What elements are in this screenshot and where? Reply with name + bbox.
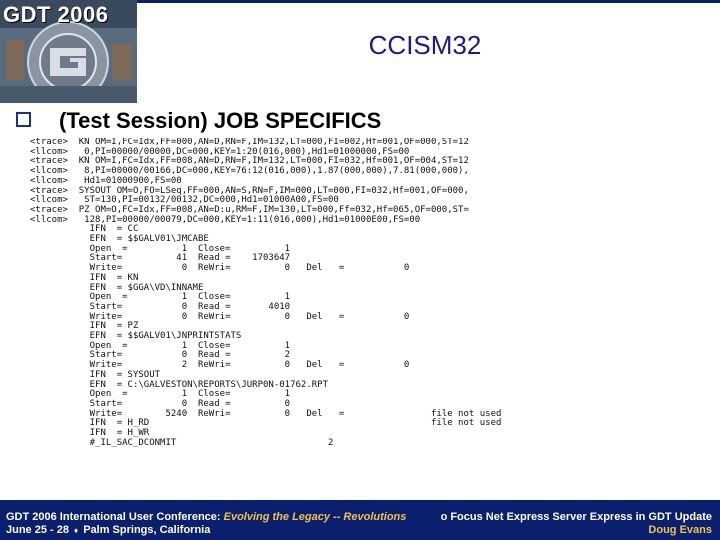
top-divider xyxy=(137,0,720,3)
trace-line: Open = 1 Close= 1 xyxy=(30,292,291,303)
bullet-text: (Test Session) JOB SPECIFICS xyxy=(59,108,382,133)
trace-line: <llcom> Hd1=01000900,FS=00 xyxy=(30,175,182,186)
trace-line: <llcom> 128,PI=00000/00079,DC=000,KEY=1:11(016,000),Hd1=01000E00,FS=00 xyxy=(30,214,421,225)
trace-line: <trace> PZ OM=O,FC=Idx,FF=008,AN=D:u,RM=F,IM=130,LT=000,Ff=032,Hf=065,OF=000,ST= xyxy=(30,204,469,215)
trace-line: EFN = $$GALV01\JMCABE xyxy=(30,234,209,245)
trace-line: #_IL_SAC_DCONMIT 2 xyxy=(30,437,334,448)
trace-line: IFN = H_RD file not used xyxy=(30,418,502,429)
trace-output xyxy=(30,138,700,458)
trace-line: Write= 0 ReWri= 0 Del = 0 xyxy=(30,263,410,274)
diamond-separator-icon: ♦ xyxy=(74,526,79,535)
trace-line: Start= 41 Read = 1703647 xyxy=(30,253,291,264)
trace-line: <llcom> 0,PI=00000/00000,DC=000,KEY=1:20(016,000),Hd1=01000000,FS=00 xyxy=(30,146,410,157)
trace-line: EFN = C:\GALVESTON\REPORTS\JURP0N-01762.RPT xyxy=(30,379,329,390)
trace-line: IFN = PZ xyxy=(30,321,139,332)
trace-line: Start= 0 Read = 2 xyxy=(30,350,291,361)
bullet-item xyxy=(16,108,381,134)
trace-line: <trace> KN OM=I,FC=Idx,FF=008,AN=D,RN=F,IM=132,LT=000,FI=032,Hf=001,OF=004,ST=12 xyxy=(30,156,469,167)
trace-line: EFN = $$GALV01\JNPRINTSTATS xyxy=(30,331,242,342)
trace-line: <trace> KN OM=I,FC=Idx,FF=000,AN=D,RN=F,IM=132,LT=000,FI=002,Hf=001,OF=000,ST=12 xyxy=(30,138,469,147)
trace-line: IFN = SYSOUT xyxy=(30,369,161,380)
trace-line: Open = 1 Close= 1 xyxy=(30,340,291,351)
presenter-name: Doug Evans xyxy=(648,524,712,536)
trace-line: EFN = $GGA\VD\INNAME xyxy=(30,282,204,293)
trace-line: IFN = H_WR xyxy=(30,428,150,439)
trace-line: Start= 0 Read = 4010 xyxy=(30,301,291,312)
trace-line: <llcom> ST=130,PI=00132/00132,DC=000,Hd1=01000A00,FS=00 xyxy=(30,195,339,206)
conference-logo xyxy=(0,0,137,103)
trace-line: IFN = CC xyxy=(30,224,139,235)
footer-dates xyxy=(6,524,210,536)
trace-line: Open = 1 Close= 1 xyxy=(30,389,291,400)
trace-line: Write= 2 ReWri= 0 Del = 0 xyxy=(30,360,410,371)
trace-line: Open = 1 Close= 1 xyxy=(30,243,291,254)
trace-line: IFN = KN xyxy=(30,272,139,283)
trace-line: <trace> SYSOUT OM=O,FO=LSeq,FF=000,AN=S,RN=F,IM=000,LT=000,FI=032,Hf=001,OF=000, xyxy=(30,185,469,196)
slide-title: CCISM32 xyxy=(368,30,482,60)
footer-conference xyxy=(6,511,406,523)
square-bullet-icon xyxy=(16,112,31,127)
conference-name: GDT 2006 International User Conference: xyxy=(6,511,224,523)
trace-line: Start= 0 Read = 0 xyxy=(30,398,291,409)
conference-dates: June 25 - 28 xyxy=(6,524,69,536)
footer-bar xyxy=(0,502,720,540)
trace-line: <llcom> 8,PI=00000/00166,DC=000,KEY=76:12(016,000),1.87(000,000),7.81(000,000), xyxy=(30,166,469,177)
session-title: o Focus Net Express Server Express in GDT Update xyxy=(440,511,712,523)
logo-text: GDT 2006 xyxy=(3,2,109,27)
trace-line: Write= 5240 ReWri= 0 Del = file not used xyxy=(30,408,502,419)
trace-line: Write= 0 ReWri= 0 Del = 0 xyxy=(30,311,410,322)
conference-theme: Evolving the Legacy -- Revolutions xyxy=(223,511,407,523)
conference-location: Palm Springs, California xyxy=(83,524,211,536)
